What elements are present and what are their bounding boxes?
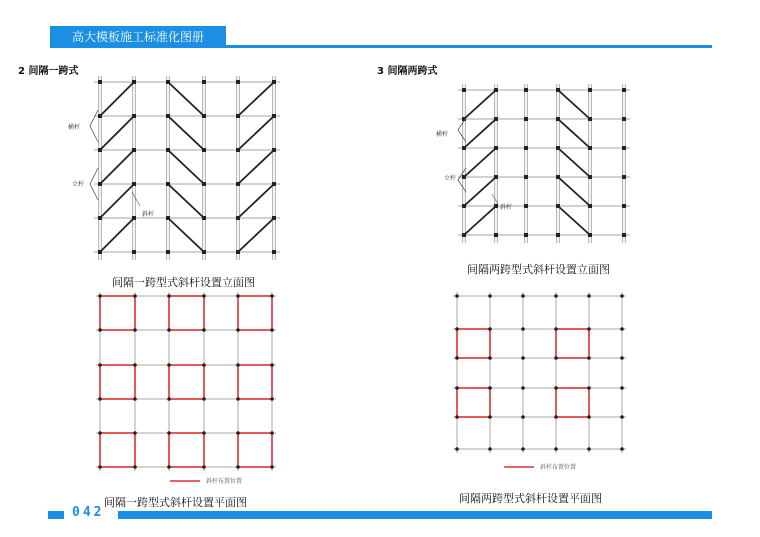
header-title: 高大模板施工标准化图册 [72,30,205,44]
node-joint [556,233,560,237]
grid-node [167,397,171,401]
grid-node [554,447,558,451]
grid-node [270,431,274,435]
grid-node [554,356,558,360]
node-joint [272,250,276,254]
grid-node [133,465,137,469]
pointer-bracket-vertical [458,168,466,192]
section-title-left: 2 间隔一跨式 [18,66,79,77]
label-diagonal-bar: 斜杆 [142,211,155,218]
grid-node [455,356,459,360]
label-vertical-post: 立杆 [72,181,85,188]
grid-node [236,431,240,435]
caption-left-plan: 间隔一跨型式斜杆设置平面图 [104,496,247,509]
node-joint [524,233,528,237]
diagonal-position-box [100,433,135,467]
grid-node [98,397,102,401]
diagonal-bar [464,148,496,177]
diagonal-position-box [556,329,589,358]
diagonal-bar [100,218,134,252]
node-joint [622,204,626,208]
footer-bar [118,511,712,519]
node-joint [166,250,170,254]
pointer-diagonal [132,192,140,206]
grid-node [521,356,525,360]
diagonal-bar [238,184,274,218]
label-horizontal-bar: 横杆 [436,131,449,138]
node-joint [236,80,240,84]
label-horizontal-bar: 横杆 [68,124,81,131]
grid-node [202,465,206,469]
grid-node [488,447,492,451]
caption-right-elevation: 间隔两跨型式斜杆设置立面图 [467,263,610,276]
diagonal-bar [238,150,274,184]
caption-right-plan: 间隔两跨型式斜杆设置平面图 [459,492,602,505]
caption-left-elevation: 间隔一跨型式斜杆设置立面图 [112,276,255,289]
grid-node [167,465,171,469]
grid-node [133,294,137,298]
node-joint [524,204,528,208]
node-joint [588,88,592,92]
grid-node [236,465,240,469]
grid-node [587,327,591,331]
grid-node [620,447,624,451]
node-joint [462,88,466,92]
node-joint [524,117,528,121]
diagonal-bar [558,119,590,148]
grid-node [620,294,624,298]
grid-node [98,465,102,469]
grid-node [133,397,137,401]
grid-node [236,328,240,332]
plan-left-figure [88,288,293,496]
grid-node [587,447,591,451]
diagonal-bar [168,184,204,218]
node-joint [98,80,102,84]
diagonal-bar [558,148,590,177]
diagonal-bar [464,177,496,206]
node-joint [622,117,626,121]
diagonal-bar [238,82,274,116]
node-joint [622,233,626,237]
grid-node [587,386,591,390]
grid-node [455,447,459,451]
elevation-left-figure [60,74,300,274]
diagonal-bar [100,184,134,218]
elevation-right-figure [428,82,638,257]
diagonal-bar [168,82,204,116]
grid-node [270,363,274,367]
diagonal-bar [558,206,590,235]
node-joint [524,88,528,92]
diagonal-bar [168,150,204,184]
grid-node [202,328,206,332]
grid-node [133,431,137,435]
diagonal-bar [168,116,204,150]
grid-node [620,356,624,360]
grid-node [620,415,624,419]
grid-node [521,386,525,390]
diagonal-bar [100,116,134,150]
grid-node [133,363,137,367]
grid-node [236,397,240,401]
grid-node [202,397,206,401]
diagonal-bar [100,150,134,184]
grid-node [202,363,206,367]
grid-node [521,447,525,451]
diagonal-bar [168,218,204,252]
diagonal-position-box [556,388,589,417]
grid-node [167,431,171,435]
pointer-bracket-horizontal [90,110,98,142]
diagonal-position-box [169,365,204,399]
grid-node [488,294,492,298]
diagonal-position-box [169,433,204,467]
diagonal-bar [238,116,274,150]
grid-node [236,363,240,367]
grid-node [488,415,492,419]
pointer-bracket-horizontal [458,118,466,142]
grid-node [270,294,274,298]
grid-node [488,356,492,360]
node-joint [524,146,528,150]
diagonal-bar [558,90,590,119]
grid-node [554,386,558,390]
grid-node [202,294,206,298]
grid-node [620,386,624,390]
header-rule [50,45,712,48]
page-number: 042 [72,505,105,520]
grid-node [98,431,102,435]
grid-node [620,327,624,331]
grid-node [587,294,591,298]
grid-node [455,294,459,298]
grid-node [455,327,459,331]
legend-label: 斜杆布置位置 [206,478,243,485]
grid-node [133,328,137,332]
grid-node [554,294,558,298]
section-title-right: 3 间隔两跨式 [377,66,438,77]
node-joint [524,175,528,179]
grid-node [270,465,274,469]
label-vertical-post: 立杆 [444,175,457,182]
footer-block [48,511,64,519]
grid-node [521,415,525,419]
grid-node [455,386,459,390]
node-joint [202,80,206,84]
grid-node [587,415,591,419]
diagonal-bar [464,206,496,235]
diagonal-position-box [238,433,272,467]
grid-node [270,397,274,401]
grid-node [98,328,102,332]
grid-node [236,294,240,298]
node-joint [622,175,626,179]
legend-label: 斜杆布置位置 [540,464,577,471]
diagonal-bar [464,90,496,119]
grid-node [98,363,102,367]
grid-node [554,327,558,331]
grid-node [167,294,171,298]
grid-node [488,386,492,390]
grid-node [167,363,171,367]
diagonal-bar [238,218,274,252]
diagonal-position-box [238,365,272,399]
node-joint [622,88,626,92]
diagonal-position-box [169,296,204,330]
diagonal-position-box [100,365,135,399]
grid-node [488,327,492,331]
grid-node [521,327,525,331]
grid-node [270,328,274,332]
grid-node [98,294,102,298]
grid-node [202,431,206,435]
grid-node [455,415,459,419]
diagonal-position-box [457,388,490,417]
grid-node [554,415,558,419]
diagonal-position-box [238,296,272,330]
diagonal-position-box [100,296,135,330]
diagonal-bar [100,82,134,116]
grid-node [587,356,591,360]
grid-node [521,294,525,298]
node-joint [132,250,136,254]
diagonal-position-box [457,329,490,358]
label-diagonal-bar: 斜杆 [500,204,513,211]
node-joint [494,233,498,237]
node-joint [622,146,626,150]
diagonal-bar [464,119,496,148]
diagonal-bar [558,177,590,206]
grid-node [167,328,171,332]
plan-right-figure [447,284,642,476]
